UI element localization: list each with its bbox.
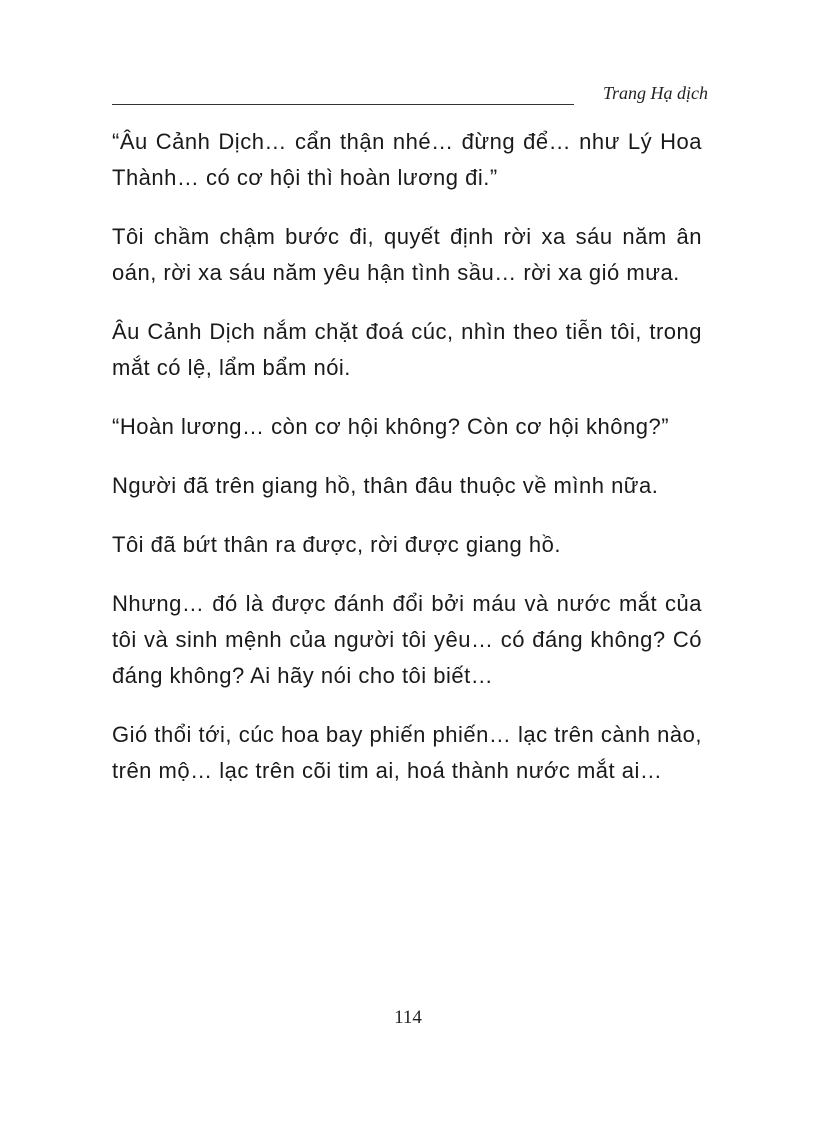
page-header [112, 80, 708, 106]
header-title: Trang Hạ dịch [602, 83, 708, 103]
paragraph: “Hoàn lương… còn cơ hội không? Còn cơ hội không?” [112, 414, 670, 439]
paragraph: Tôi đã bứt thân ra được, rời được giang hồ. [112, 532, 561, 557]
paragraph: Người đã trên giang hồ, thân đâu thuộc về mình nữa. [112, 473, 659, 498]
paragraph: Tôi chầm chậm bước đi, quyết định rời xa sáu năm ân oán, rời xa sáu năm yêu hận tình sầu… rời xa gió mưa. [112, 224, 702, 285]
body-text [112, 124, 702, 812]
paragraph: Nhưng… đó là được đánh đổi bởi máu và nước mắt của tôi và sinh mệnh của người tôi yêu… có đáng không? Có đáng không? Ai hãy nói cho tôi biết… [112, 591, 702, 688]
paragraph: Âu Cảnh Dịch nắm chặt đoá cúc, nhìn theo tiễn tôi, trong mắt có lệ, lẩm bẩm nói. [112, 319, 702, 380]
page-number: 114 [394, 1007, 422, 1028]
header-rule [112, 104, 574, 105]
paragraph: Gió thổi tới, cúc hoa bay phiến phiến… lạc trên cành nào, trên mộ… lạc trên cõi tim ai, hoá thành nước mắt ai… [112, 722, 702, 783]
paragraph: “Âu Cảnh Dịch… cẩn thận nhé… đừng để… như Lý Hoa Thành… có cơ hội thì hoàn lương đi.” [112, 129, 702, 190]
